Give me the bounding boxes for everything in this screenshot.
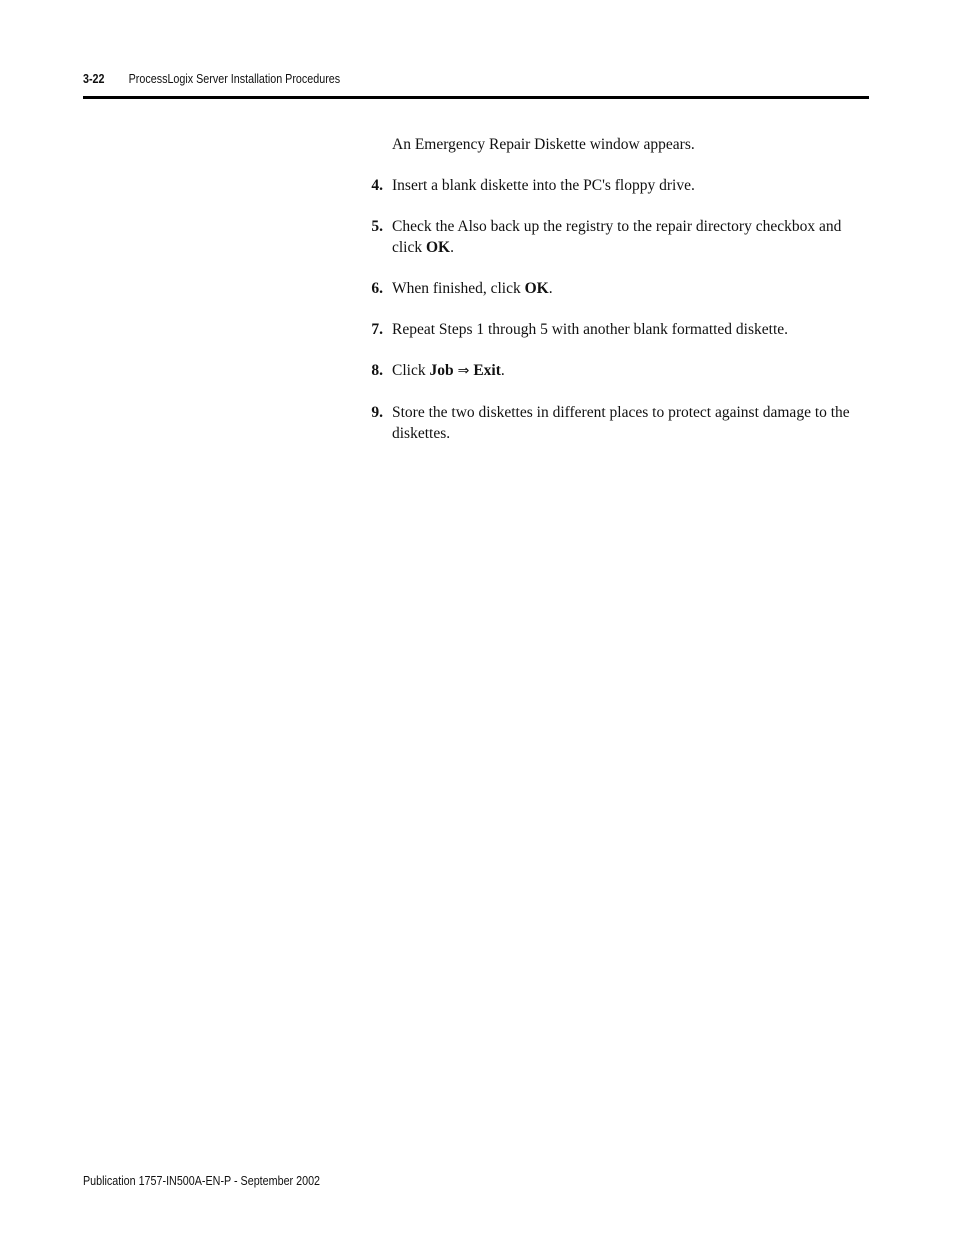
step-9 — [360, 402, 870, 444]
step-text: Store the two diskettes in different places to protect against damage to the diskettes. — [392, 404, 850, 442]
step-text: Click Job ⇒ Exit. — [392, 362, 505, 379]
step-6 — [360, 278, 870, 299]
step-8 — [360, 360, 870, 382]
step-number: 5. — [371, 218, 383, 235]
step-number: 4. — [371, 177, 383, 194]
step-5 — [360, 216, 870, 258]
intro-text: An Emergency Repair Diskette window appears. — [392, 136, 695, 153]
step-text: Check the Also back up the registry to the repair directory checkbox and click OK. — [392, 218, 842, 256]
ok-label: OK — [524, 280, 549, 297]
chapter-title: ProcessLogix Server Installation Procedures — [128, 72, 341, 86]
arrow-icon: ⇒ — [457, 363, 470, 379]
step-text: Repeat Steps 1 through 5 with another blank formatted diskette. — [392, 321, 789, 338]
page-footer: Publication 1757-IN500A-EN-P - September 2002 — [83, 1174, 321, 1188]
header-rule — [83, 96, 869, 99]
menu-exit-label: Exit — [473, 362, 501, 379]
page-number: 3-22 — [83, 72, 105, 86]
step-number: 8. — [371, 362, 383, 379]
step-number: 6. — [371, 280, 383, 297]
step-text: Insert a blank diskette into the PC's floppy drive. — [392, 177, 695, 194]
page-header — [83, 72, 759, 92]
step-text: When finished, click OK. — [392, 280, 553, 297]
ok-label: OK — [426, 239, 451, 256]
step-4 — [360, 175, 870, 196]
step-number: 9. — [371, 404, 383, 421]
main-content — [360, 134, 870, 464]
menu-job-label: Job — [429, 362, 454, 379]
step-7 — [360, 319, 870, 340]
step-number: 7. — [371, 321, 383, 338]
